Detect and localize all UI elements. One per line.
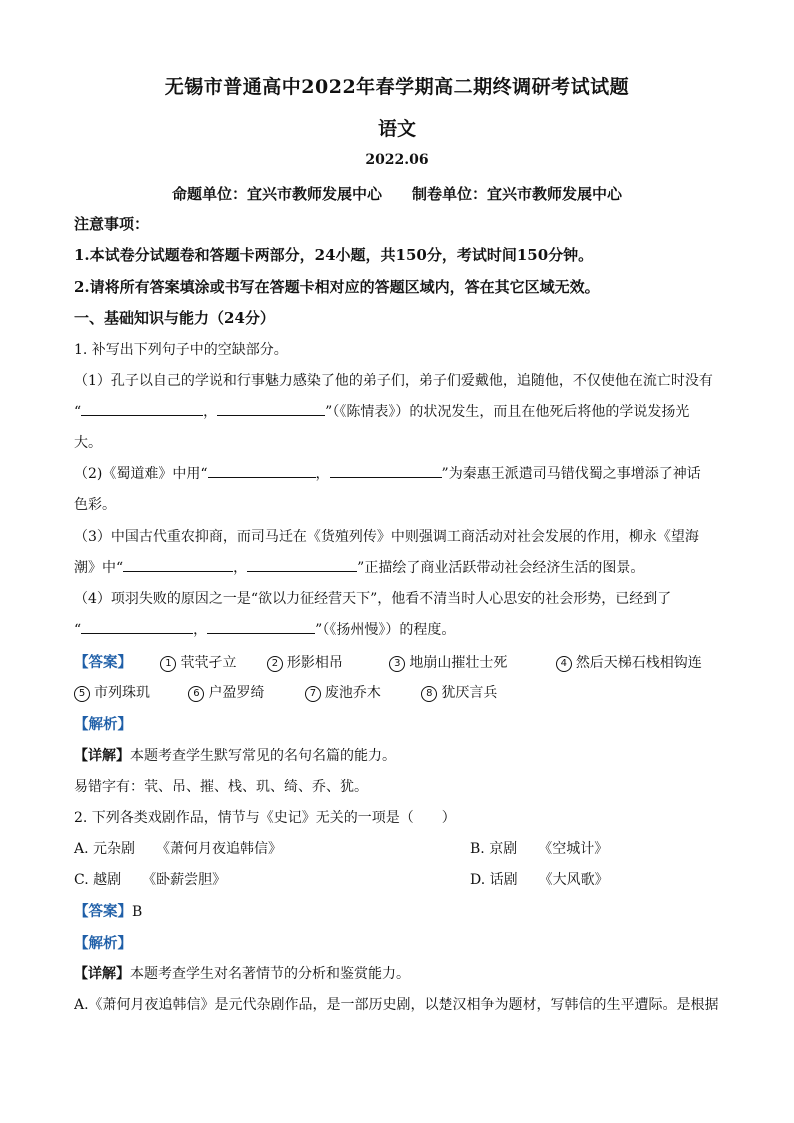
question-2-detail-a: A.《萧何月夜追韩信》是元代杂剧作品，是一部历史剧，以楚汉相争为题材，写韩信的生平遭际。是根据 (74, 997, 719, 1013)
question-1-part-1: （1）孔子以自己的学说和行事魅力感染了他的弟子们，弟子们爱戴他，追随他，不仅使他在流亡时没有 (74, 373, 713, 389)
notice-label: 注意事项： (74, 215, 150, 233)
question-1-part-3: （3）中国古代重农抑商，而司马迁在《货殖列传》中则强调工商活动对社会发展的作用，柳永《望海 (74, 529, 699, 545)
author-units: 命题单位：宜兴市教师发展中心 制卷单位：宜兴市教师发展中心 (171, 185, 622, 203)
exam-date: 2022.06 (365, 152, 429, 168)
circled-number: 2 (267, 656, 283, 672)
answer-item: 7 废池乔木 (305, 682, 417, 702)
circled-number: 1 (160, 656, 176, 672)
answer-blank[interactable] (81, 619, 193, 634)
answer-blank[interactable] (123, 557, 233, 572)
answer-item: 5 市列珠玑 (74, 682, 184, 702)
answer-blank[interactable] (207, 619, 315, 634)
option-b[interactable]: B. 京剧 《空城计》 (470, 841, 609, 857)
circled-number: 4 (556, 656, 572, 672)
question-2-detail: 【详解】本题考查学生对名著情节的分析和鉴赏能力。 (74, 966, 410, 982)
question-1-part-4-blanks: “ ， ”（《扬州慢》）的程度。 (74, 619, 720, 639)
question-1-part-2: （2)《蜀道难》中用“ ， ”为秦惠王派遣司马错伐蜀之事增添了神话 (74, 463, 720, 483)
circled-number: 6 (188, 686, 204, 702)
circled-number: 7 (305, 686, 321, 702)
answer-blank[interactable] (247, 557, 357, 572)
question-1-part-3-blanks: 潮》中“ ， ”正描绘了商业活跃带动社会经济生活的图景。 (74, 557, 720, 577)
answer-blank[interactable] (208, 463, 316, 478)
answer-blank[interactable] (81, 401, 203, 416)
exam-title: 无锡市普通高中2022年春学期高二期终调研考试试题 (164, 76, 630, 98)
question-1-part-4: （4）项羽失败的原因之一是“欲以力征经营天下”，他看不清当时人心思安的社会形势，已经到了 (74, 591, 672, 607)
answer-blank[interactable] (217, 401, 325, 416)
option-d[interactable]: D. 话剧 《大风歌》 (470, 872, 609, 888)
question-1-part-1-end: 大。 (74, 435, 102, 451)
question-1-part-1-blanks: “ ， ”（《陈情表》）的状况发生，而且在他死后将他的学说发扬光 (74, 401, 720, 421)
analysis-label: 【解析】 (74, 716, 132, 733)
subject-title: 语文 (377, 118, 416, 140)
notice-item-2: 2.请将所有答案填涂或书写在答题卡相对应的答题区域内，答在其它区域无效。 (74, 278, 600, 296)
question-2-options-row-1 (74, 838, 720, 858)
question-2-stem: 2. 下列各类戏剧作品，情节与《史记》无关的一项是（ ） (74, 810, 456, 826)
answer-item: 6 户盈罗绮 (188, 682, 300, 702)
answer-item: 3 地崩山摧壮士死 (389, 652, 551, 672)
question-2-answer: 【答案】B (74, 903, 143, 920)
answer-item: 2 形影相吊 (267, 652, 385, 672)
section-heading: 一、基础知识与能力（24分） (74, 309, 275, 327)
question-1-errors: 易错字有：茕、吊、摧、栈、玑、绮、乔、犹。 (74, 779, 368, 795)
analysis-label: 【解析】 (74, 935, 132, 952)
notice-item-1: 1.本试卷分试题卷和答题卡两部分，24小题，共150分，考试时间150分钟。 (74, 246, 594, 264)
question-1-answers-row-2 (74, 682, 720, 702)
option-a[interactable]: A. 元杂剧 《萧何月夜追韩信》 (74, 841, 283, 857)
answer-item: 8 犹厌言兵 (421, 682, 497, 702)
question-1-part-2-end: 色彩。 (74, 497, 116, 513)
answer-item: 1 茕茕孑立 (160, 652, 262, 672)
circled-number: 8 (421, 686, 437, 702)
option-c[interactable]: C. 越剧 《卧薪尝胆》 (74, 872, 227, 888)
answer-label: 【答案】 (74, 654, 132, 671)
question-1-answers-row-1 (74, 651, 720, 672)
question-1-stem: 1. 补写出下列句子中的空缺部分。 (74, 342, 288, 358)
circled-number: 3 (389, 656, 405, 672)
answer-item: 4 然后天梯石栈相钩连 (556, 652, 702, 672)
circled-number: 5 (74, 686, 90, 702)
question-1-detail: 【详解】本题考查学生默写常见的名句名篇的能力。 (74, 748, 396, 764)
question-2-options-row-2 (74, 869, 720, 889)
answer-blank[interactable] (330, 463, 442, 478)
